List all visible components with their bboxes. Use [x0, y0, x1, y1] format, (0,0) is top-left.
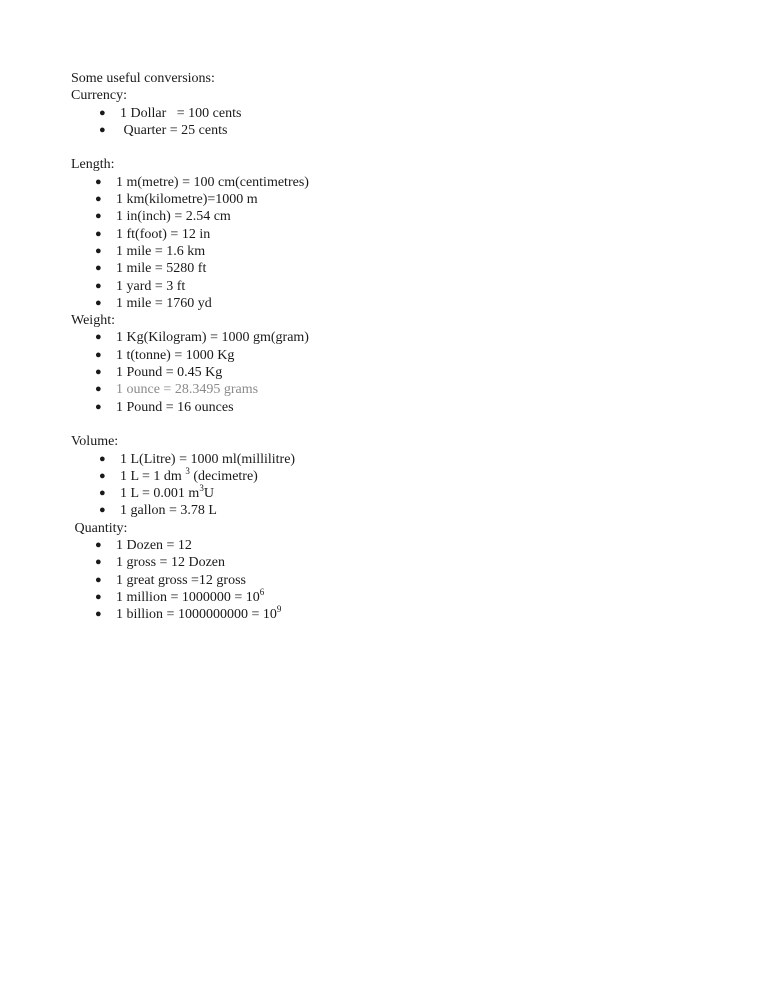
list-item [71, 586, 691, 606]
list-item [71, 381, 691, 398]
conversion-text: 1 Pound = 0.45 Kg [116, 365, 223, 381]
spacer [71, 416, 691, 433]
superscript: 3 [185, 465, 190, 476]
bullet-icon: ● [95, 573, 102, 586]
list-item [71, 465, 691, 485]
conversion-text: 1 L(Litre) = 1000 ml(millilitre) [120, 451, 296, 467]
bullet-icon: ● [95, 400, 102, 413]
bullet-icon: ● [95, 262, 102, 275]
spacer [71, 139, 691, 156]
document [71, 70, 691, 624]
superscript: 3 [199, 483, 204, 494]
conversion-text: 1 t(tonne) = 1000 Kg [116, 347, 235, 363]
conversion-text-pre: 1 L = 1 dm [120, 468, 186, 484]
bullet-icon: ● [95, 244, 102, 257]
conversion-text [120, 485, 214, 502]
list-item [71, 295, 691, 312]
list-item [71, 502, 691, 519]
conversion-text: 1 gross = 12 Dozen [116, 555, 225, 571]
list-item [71, 243, 691, 260]
conversion-text: 1 Dollar = 100 cents [120, 105, 242, 121]
volume-title: Volume: [71, 434, 119, 450]
bullet-icon: ● [99, 487, 106, 500]
quantity-title: Quantity: [71, 520, 128, 536]
list-item [71, 606, 691, 623]
list-item [71, 105, 691, 122]
currency-list [71, 105, 691, 140]
bullet-icon: ● [99, 452, 106, 465]
bullet-icon: ● [95, 210, 102, 223]
bullet-icon: ● [95, 193, 102, 206]
conversion-text: 1 mile = 1.6 km [116, 243, 206, 259]
conversion-text: 1 Kg(Kilogram) = 1000 gm(gram) [116, 330, 309, 346]
bullet-icon: ● [95, 175, 102, 188]
conversion-text: 1 mile = 5280 ft [116, 261, 207, 277]
superscript: 6 [259, 586, 265, 597]
list-item [71, 208, 691, 225]
conversion-text-pre: 1 million = 1000000 = 10 [116, 589, 260, 605]
conversion-text: 1 mile = 1760 yd [116, 295, 212, 311]
bullet-icon: ● [95, 608, 102, 621]
bullet-icon: ● [99, 469, 106, 482]
bullet-icon: ● [95, 383, 102, 396]
conversion-text-pre: 1 L = 0.001 m [120, 486, 200, 502]
list-item [71, 364, 691, 381]
weight-list [71, 329, 691, 415]
conversion-text: 1 ounce = 28.3495 grams [116, 382, 259, 398]
conversion-text: 1 ft(foot) = 12 in [116, 226, 211, 242]
list-item [71, 485, 691, 502]
list-item [71, 537, 691, 554]
bullet-icon: ● [99, 504, 106, 517]
conversion-text-post: (decimetre) [189, 468, 258, 484]
list-item [71, 122, 691, 139]
bullet-icon: ● [99, 123, 106, 136]
length-title: Length: [71, 157, 115, 173]
length-list [71, 174, 691, 312]
conversion-text: 1 Dozen = 12 [116, 538, 192, 554]
bullet-icon: ● [95, 348, 102, 361]
bullet-icon: ● [95, 366, 102, 379]
list-item [71, 572, 691, 589]
weight-title: Weight: [71, 313, 115, 329]
list-item [71, 278, 691, 295]
list-item [71, 260, 691, 277]
conversion-text-pre: 1 billion = 1000000000 = 10 [116, 607, 277, 623]
conversion-text [120, 465, 258, 485]
bullet-icon: ● [95, 279, 102, 292]
superscript: 9 [276, 604, 282, 615]
list-item [71, 554, 691, 571]
list-item [71, 226, 691, 243]
list-item [71, 399, 691, 416]
bullet-icon: ● [95, 539, 102, 552]
conversion-text: Quarter = 25 cents [120, 122, 228, 138]
list-item [71, 329, 691, 346]
bullet-icon: ● [95, 296, 102, 309]
conversion-text: 1 great gross =12 gross [116, 572, 246, 588]
bullet-icon: ● [95, 590, 102, 603]
bullet-icon: ● [95, 556, 102, 569]
conversion-text: 1 in(inch) = 2.54 cm [116, 209, 231, 225]
conversion-text: 1 Pound = 16 ounces [116, 399, 234, 415]
list-item [71, 451, 691, 468]
conversion-text: 1 km(kilometre)=1000 m [116, 192, 258, 208]
list-item [71, 191, 691, 208]
bullet-icon: ● [95, 331, 102, 344]
conversion-text: 1 yard = 3 ft [116, 278, 186, 294]
conversion-text [116, 586, 265, 606]
conversion-text-post: U [203, 486, 214, 502]
conversion-text: 1 gallon = 3.78 L [120, 503, 217, 519]
bullet-icon: ● [95, 227, 102, 240]
conversion-text: 1 m(metre) = 100 cm(centimetres) [116, 174, 309, 190]
list-item [71, 174, 691, 191]
conversion-text [116, 606, 281, 623]
list-item [71, 347, 691, 364]
bullet-icon: ● [99, 106, 106, 119]
quantity-list [71, 537, 691, 623]
currency-title: Currency: [71, 88, 127, 104]
volume-list [71, 451, 691, 520]
document-heading: Some useful conversions: [71, 71, 215, 86]
